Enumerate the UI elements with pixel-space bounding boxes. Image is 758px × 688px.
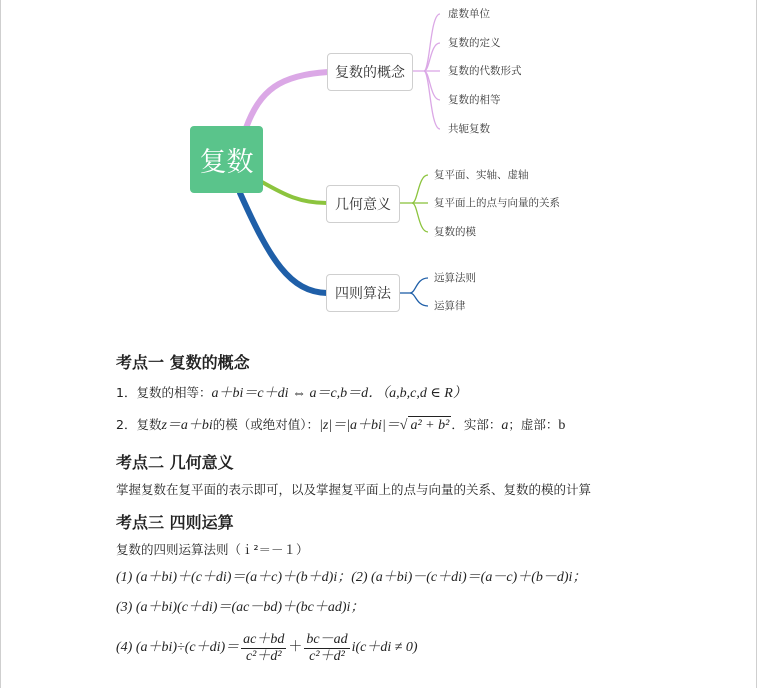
rule-multiply: (3) (a＋bi)(c＋di)＝(ac－bd)＋(bc＋ad)i； <box>116 600 365 615</box>
geometry-leaf-connectors <box>398 175 428 232</box>
operations-leaf-connectors <box>398 278 428 306</box>
fraction-imag-part: $\frac{bc-ad}{\text{c²＋d²}}$ <box>306 631 348 664</box>
section-heading-operations: 考点三 四则运算 <box>116 513 234 532</box>
leaf-imaginary-unit: 虚数单位 <box>448 8 490 20</box>
modulus-line: 2．复数z＝a＋bi的模（或绝对值）：|z|＝|a＋bi|＝√ a² + b² ．实部：a；虚部：b <box>116 417 566 433</box>
rule-add-sub: (1) (a＋bi)＋(c＋di)＝(a＋c)＋(b＋d)i；(2) (a＋bi)－(c＋di)＝(a－c)＋(b－d)i； <box>116 570 587 585</box>
equality-line: 1．复数的相等：a＋bi＝c＋di ⇔ a＝c,b＝d．（a,b,c,d ∈ R） <box>116 385 467 401</box>
operations-intro: 复数的四则运算法则（ｉ²＝－１） <box>116 542 309 557</box>
leaf-algebraic-form: 复数的代数形式 <box>448 65 522 77</box>
section-heading-geometry: 考点二 几何意义 <box>116 453 234 472</box>
section-heading-concept: 考点一 复数的概念 <box>116 353 250 372</box>
leaf-modulus: 复数的模 <box>434 226 476 238</box>
branch-geometry: 几何意义 <box>326 185 400 223</box>
leaf-definition: 复数的定义 <box>448 37 501 49</box>
leaf-complex-plane: 复平面、实轴、虚轴 <box>434 169 529 181</box>
branch-concept: 复数的概念 <box>327 53 413 91</box>
geometry-text: 掌握复数在复平面的表示即可，以及掌握复平面上的点与向量的关系、复数的模的计算 <box>116 482 592 497</box>
rule-divide: (4) (a＋bi)÷(c＋di)＝ $\frac{ac+bd}{\text{c²＋d²}}$ ＋ $\frac{bc-ad}{\text{c²＋d²}}$ i(c＋di ≠ 0) <box>116 631 418 664</box>
leaf-conjugate: 共轭复数 <box>448 123 490 135</box>
connector-root-concept <box>246 72 328 128</box>
connector-root-geometry <box>262 182 327 203</box>
leaf-operation-laws: 运算律 <box>434 300 466 312</box>
connector-root-operations <box>240 193 327 293</box>
leaf-equality: 复数的相等 <box>448 94 501 106</box>
leaf-operation-rules: 远算法则 <box>434 272 476 284</box>
branch-operations: 四则算法 <box>326 274 400 312</box>
fraction-real-part: $\frac{ac+bd}{\text{c²＋d²}}$ <box>243 631 285 664</box>
mindmap-root: 复数 <box>190 126 263 193</box>
concept-leaf-connectors <box>412 14 440 129</box>
leaf-point-vector: 复平面上的点与向量的关系 <box>434 197 560 209</box>
